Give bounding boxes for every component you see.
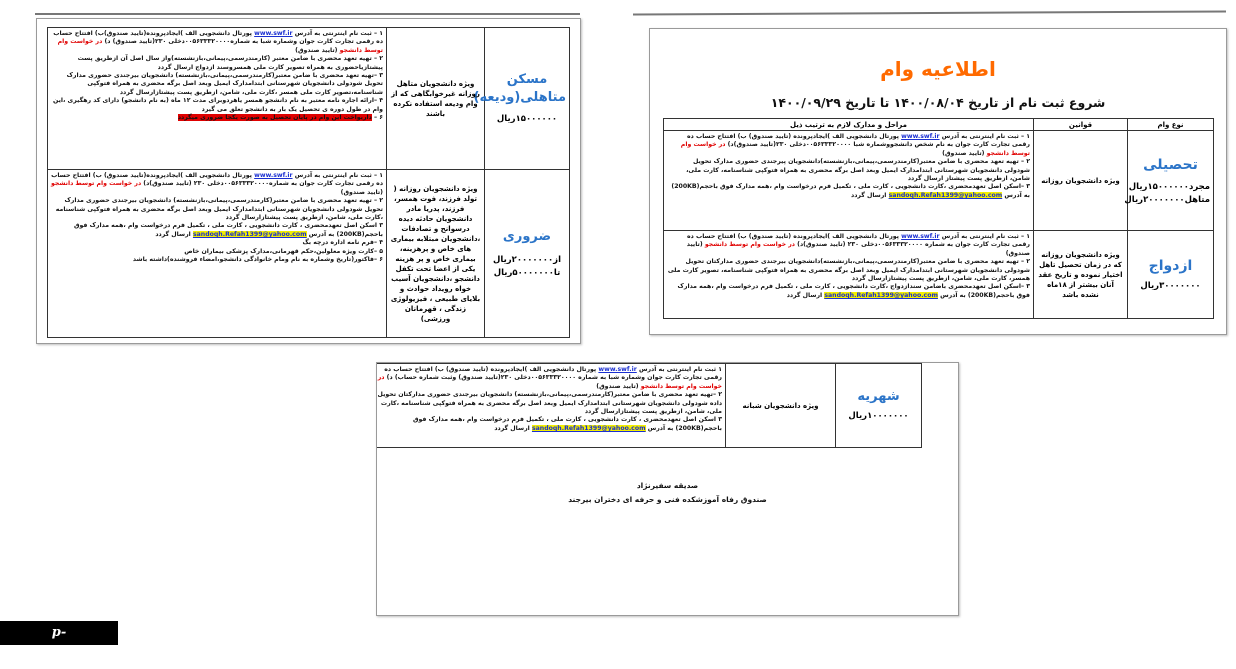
loan-steps <box>664 231 1034 319</box>
table-row <box>48 170 570 338</box>
loan-rule: ویژه دانشجویان روزانه ( تولد فرزند، فوت همسر، فرزند، پدریا مادر دانشجویان حادثه دیده درسوانح و تصادفات ،دانشجویان مبتلابه بیماری های خاص و پرهزینه، بیماری خاص و پر هزینه یکی از اعضا تحت تکفل دانشجو ،دانشجویان آسیب خواه رویداد حوادث و بلایای طبیعی ، فیزیولوژی زندگی ، قهرمانان ورزشی) <box>387 170 485 338</box>
step-3: ۳ اسکن اصل تعهدمحضری ، کارت دانشجویی ، کارت ملی ، تکمیل فرم درخواست وام ،همه مدارک فوق باحجم(200KB) به آدرس sandoqh.Refah1399@yahoo.com ارسال گردد <box>73 222 383 238</box>
left-loan-table <box>47 27 570 338</box>
loan-rule: ویژه دانشجویان روزانه <box>1034 131 1128 231</box>
email-link[interactable]: sandoqh.Refah1399@yahoo.com <box>531 424 646 432</box>
loan-amount-min: از۲۰۰۰۰۰۰۰ریال <box>493 254 561 265</box>
loan-amount-single: مجرد۱۵۰۰۰۰۰۰ریال <box>1128 181 1210 192</box>
loan-title: تحصیلی <box>1143 156 1198 173</box>
step-2: ۲ – تهیه تعهد محضری با ضامن معتبر(کارمندرسمی،پیمانی،بازنشسته)دانشجویان بیرجندی حضوری مدارکتان تحویل شودولی دانشجویان شهرستانی ابتدامدارک ایمیل وبعد اصل برگه محضری به همراه فتوکپی شناسنامه، تصویر کارت ملی همسر، کارت ملی، شامن، ازطریق پست پیشتازارسال گردد <box>667 258 1030 283</box>
loan-rule: ویژه دانشجویان متاهل روزانه غیرخوابگاهی که از وام ودیعه استفاده نکرده باشند <box>387 28 485 170</box>
table-header-row <box>664 119 1214 131</box>
notice-subtitle: شروع ثبت نام از تاریخ ۱۴۰۰/۰۸/۰۴ تا تاریخ ۱۴۰۰/۰۹/۲۹ <box>770 95 1106 110</box>
header-steps: مراحل و مدارک لازم به ترتیب ذیل <box>664 119 1034 131</box>
right-page <box>649 28 1227 335</box>
signature-name: صدیقه سفیرنژاد <box>636 481 699 490</box>
loan-title: ضروری <box>502 228 552 244</box>
notice-title: اطلاعیه وام <box>880 57 996 81</box>
step-1: ۱ – ثبت نام اینترنتی به آدرس www.swf.ir پورتال دانشجویی الف )ایجادپرونده(تایید صندوق) ب) افتتاح حساب ده رقمی تجارت کارت جوان به شماره۰۰۵۶۳۳۳۲۰۰۰۰دخلی ۲۳۰ (تایید صندوق)د) در خواست وام توسط دانشجو (تایید صندوق) <box>51 172 383 196</box>
step-2: ۲ – تهیه تعهد محضری با ضامن معتبر (کارمندرسمی،پیمانی،بازنشسته)واز سال اصل آن ازطریق پست پیشتازیاحضوری به همراه تصویر کارت ملی همسروسند ازدواج ارسال گردد <box>77 55 383 71</box>
step-1: ۱ – ثبت نام اینترنتی به آدرس www.swf.ir پورتال دانشجویی الف )ایجادپرونده(تایید صندوق)ب) افتتاح حساب ده رقمی تجارت کارت جوان وشماره شبا به شماره۰۰۵۶۳۳۳۲۰۰۰۰دخلی ۲۳۰(تایید صندوق) د) در خواست وام توسط دانشجو (تایید صندوق) <box>53 30 383 54</box>
table-row <box>664 231 1214 319</box>
step-6: ۶ – داریواخت این وام در پایان تحصیل به صورت یکجا ضروری میگردد <box>177 114 383 122</box>
loan-steps <box>48 170 387 338</box>
loan-type-cell <box>473 28 570 170</box>
loan-title: ازدواج <box>1148 258 1193 274</box>
signature-organization: صندوق رفاه آموزشکده فنی و حرفه ای دختران بیرجند <box>568 495 767 504</box>
loan-type-cell <box>1124 131 1214 231</box>
portal-link[interactable]: www.swf.ir <box>254 172 293 179</box>
loan-type-cell <box>836 364 922 448</box>
email-link[interactable]: sandoqh.Refah1399@yahoo.com <box>888 191 1003 199</box>
portal-link[interactable]: www.swf.ir <box>901 133 940 140</box>
bottom-page <box>376 362 959 616</box>
step-4: ۴ –فرم نامه اداره درچه بگ <box>302 239 383 247</box>
loan-steps <box>376 364 726 448</box>
step-2: ۲ – تهیه تعهد محضری با ضامن معتبر(کارمندرسمی،پیمانی،بازنشسته) دانشجویان بیرجندی حضوری مدارک تحویل شودولی دانشجویان شهرستانی ابتدامدارک ایمیل وبعد اصل برگه محضری به همراه فتوکپی شناسنامه ،کارت ملی، شامن، ازطریق پست پیشتازارسال گردد <box>55 197 383 222</box>
portal-link[interactable]: www.swf.ir <box>254 30 293 37</box>
page-edge-line-right <box>633 10 1226 15</box>
loan-amount: ۱۵۰۰۰۰۰۰ریال <box>496 114 558 124</box>
loan-type-cell <box>485 170 570 338</box>
loan-type-cell <box>1128 231 1214 319</box>
site-watermark: p-ghayen.tvu.ac.ir <box>0 621 118 645</box>
loan-title-sub: متاهلی(ودیعه) <box>473 90 566 105</box>
page-edge-line-left <box>35 13 580 15</box>
header-loan-type: نوع وام <box>1128 119 1214 131</box>
table-row <box>376 364 922 448</box>
step-1: ۱ – ثبت نام اینترنتی به آدرس www.swf.ir پورتال دانشجویی الف )ایجادپرونده (تایید صندوق) ب) افتتاح حساب ده رقمی تجارت کارت جوان به نام شخص دانشجووشماره شبا ۰۰۵۶۳۳۳۲۰۰۰۰دخلی ۲۳۰(تایید صندوق)د) در خواست وام توسط دانشجو (تایید صندوق) <box>680 133 1030 157</box>
loan-steps <box>664 131 1034 231</box>
step-2: ۲ –تهیه تعهد محضری با ضامن معتبر(کارمندرسمی،پیمانی،بازنشسته) دانشجویان بیرجندی حضوری مدارکتان تحویل داده شودولی دانشجویان شهرستانی ابتدامدارک ایمیل وبعد اصل برگه محضری به همراه فتوکپی شناسنامه ،کارت ملی، شامن، ازطریق پست پیشتازارسال گردد <box>377 391 722 416</box>
loan-rule: ویژه دانشجویان روزانه که در زمان تحصیل تاهل اختیار نموده و تاریخ عقد آنان بیشتر از ۱۸ماه نشده باشد <box>1034 231 1128 319</box>
step-3: ۳ –تهیه تعهد محضری با ضامن معتبر(کارمندرسمی،پیمانی،بازنشسته) دانشجویان بیرجندی حضوری مدارک تحویل شودولی دانشجویان شهرستانی ابتدامدارک ایمیل وبعد اصل برگه محضری به همراه فتوکپی شناسنامه،تصویر کارت ملی همسر ،کارت ملی، شامن، ازطریق پست پیشتازارسال گردد <box>66 72 383 96</box>
step-5: ۵ –کارت ویژه معلولین،حکم قهرمانی،مدارک پزشکی بیماران خاص <box>184 247 383 255</box>
step-4: ۴ –ارائه اجاره نامه معتبر به نام دانشجو همسر یاهردوبرای مدت ۱۲ ماه (به نام دانشجو) دارای کد رهگیری ،این وام در طول دوره ی تحصیل یک بار به دانشجو تعلق می گیرد <box>53 97 383 113</box>
loan-title: مسکن <box>506 72 548 87</box>
step-1: ۱ ثبت نام اینترنتی به آدرس www.swf.ir پورتال دانشجویی الف )ایجادپرونده (تایید صندوق) ب) افتتاح حساب ده رقمی تجارت کارت جوان وشماره شبا به شماره ۰۰۵۶۳۳۳۲۰۰۰۰دخلی ۲۳۰(تایید صندوق) وثبت شماره حساب) د) در خواست وام توسط دانشجو (تایید صندوق) <box>377 366 722 390</box>
loan-amount-max: تا۵۰۰۰۰۰۰۰ریال <box>493 267 561 278</box>
header-rules: قوانین <box>1034 119 1128 131</box>
portal-link[interactable]: www.swf.ir <box>901 233 940 240</box>
step-1: ۱ – ثبت نام اینترنتی به آدرس www.swf.ir پورتال دانشجویی الف )ایجادپرونده (تایید صندوق) ب) افتتاح حساب ده رقمی تجارت کارت جوان به شماره ۰۰۵۶۳۳۳۲۰۰۰۰دخلی ۲۳۰ (تایید صندوق)د) در خواست وام توسط دانشجو (تایید صندوق) <box>686 233 1030 257</box>
table-row <box>48 28 570 170</box>
email-link[interactable]: sandoqh.Refah1399@yahoo.com <box>824 291 938 299</box>
step-3: ۳ اسکن اصل تعهدمحضری ، کارت دانشجویی ، کارت ملی ، تکمیل فرم درخواست وام ،همه مدارک فوق باحجم(200KB) به آدرس sandoqh.Refah1399@yahoo.com ارسال گردد <box>412 416 722 432</box>
step-6: ۶ –فاکتور(تاریخ وشماره به نام ومام خانوادگی دانشجو،امضاء فروشنده)داشته باشد <box>132 256 383 264</box>
loan-amount: ۱۰۰۰۰۰۰۰ریال <box>848 411 909 421</box>
loan-amount-married: متاهل۲۰۰۰۰۰۰۰ریال <box>1124 194 1210 205</box>
email-link[interactable]: sandoqh.Refah1399@yahoo.com <box>192 230 307 238</box>
loan-steps <box>48 28 387 170</box>
tuition-loan-table <box>376 363 922 448</box>
left-page <box>36 18 581 344</box>
portal-link[interactable]: www.swf.ir <box>598 366 637 373</box>
loan-amount: ۳۰۰۰۰۰۰۰ریال <box>1140 281 1201 291</box>
step-2: ۲ – تهیه تعهد محضری با ضامن معتبر(کارمندرسمی،پیمانی،بازنشسته)دانشجویان پیرجندی حضوری مدارک تحویل شودولی دانشجویان شهرستانی ابتدامدارک ایمیل وبعد اصل برگه محضری به همراه فتوکپی شناسنامه، کارت ملی، شامن، ازطریق پست پیشتاز ارسال گردد <box>686 158 1030 183</box>
table-row <box>664 131 1214 231</box>
loan-title: شهریه <box>857 389 900 404</box>
step-3: ۳ –اسکن اصل تعهدمحضری ،کارت دانشجویی ، کارت ملی ، تکمیل فرم درخواست وام ،همه مدارک فوق باحجم(200KB) به آدرس sandoqh.Refah1399@yahoo.com ارسال گردد <box>671 183 1030 199</box>
loan-rule: ویژه دانشجویان شبانه <box>726 364 836 448</box>
main-loan-table <box>663 118 1214 319</box>
step-3: ۳ –اسکن اصل تعهدمحضری باضامن سندازدواج ،کارت دانشجویی ، کارت ملی ، تکمیل فرم درخواست وام ،همه مدارک فوق باحجم(200KB) به آدرس sandoqh.Refah1399@yahoo.com ارسال گردد <box>677 283 1030 299</box>
